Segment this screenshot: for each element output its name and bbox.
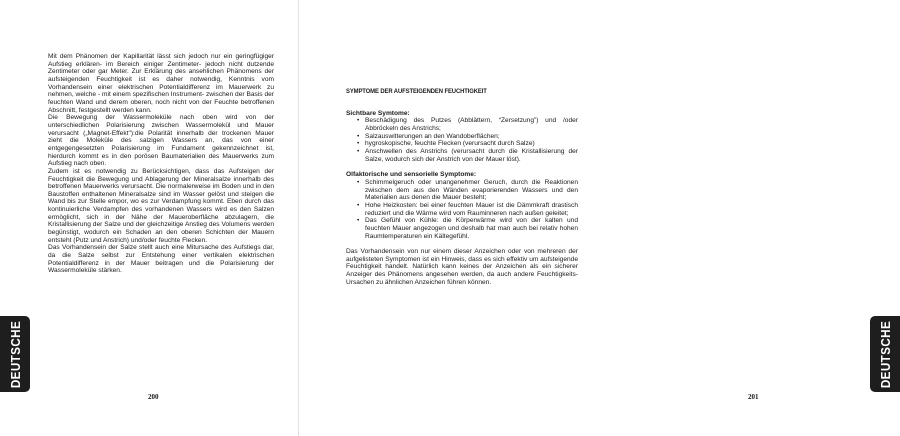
- list-item: • Schimmelgeruch oder unangenehmer Geruch, durch die Reaktionen zwischen dem aus den Wänden evaporierenden Wassers und den Materialien aus denen die Mauer besteht;: [365, 179, 578, 202]
- closing-paragraph: Das Vorhandensein von nur einem dieser Anzeichen oder von mehreren der aufgelisteten Symptomen ist ein Hinweis, dass es sich effektiv um aufsteigende Feuchtigkeit handelt. Natürlich kann keines der Anzeichen als ein sicherer Anzeiger des Phänomens angesehen werden, da auch andere Feuchtigkeits-Ursachen zu ähnlichen Anzeichen führen können.: [346, 248, 578, 286]
- body-paragraph: Mit dem Phänomen der Kapillarität lässt sich jedoch nur ein geringfügiger Aufstieg erklären- im Bereich einiger Zentimeter- jedoch nicht dutzende Zentimeter oder gar Meter. Zur Erklärung des ansehlichen Phänomens der aufsteigenden Feuchtigkeit ist es daher notwendig, Kenntnis vom Vorhandensein einer elektrischen Potentialdifferenz im Mauerwerk zu nehmen, welche - mit einem spezifischen Instrument- zwischen der Basis der feuchten Wand und derem oberen, noch nicht von der Feuchte betroffenen Abschnitt, festgestellt werden kann.: [48, 53, 274, 114]
- visible-symptoms-list: [346, 117, 578, 163]
- subheading-sensory-symptoms: Olfaktorische und sensorielle Symptome:: [346, 171, 477, 179]
- language-tab-label: DEUTSCHE: [7, 320, 23, 388]
- language-tab-left: [0, 316, 30, 392]
- page-number-left: 200: [148, 393, 159, 401]
- section-heading: SYMPTOME DER AUFSTEIGENDEN FEUCHTIGKEIT: [346, 88, 487, 95]
- page-gutter: [298, 0, 299, 436]
- language-tab-label: DEUTSCHE: [877, 320, 893, 388]
- list-item: • Beschädigung des Putzes (Abblättern, “Zersetzung”) und /oder Abbröckeln des Anstrichs;: [365, 117, 578, 132]
- left-text-column: [48, 53, 274, 275]
- list-item: • hygroskopische, feuchte Flecken (verursacht durch Salze): [365, 140, 578, 148]
- list-item: • Hohe Heizkosten: bei einer feuchten Mauer ist die Dämmkraft drastisch reduziert und die Wärme wird vom Rauminneren nach außen geleitet;: [365, 202, 578, 217]
- left-page: [0, 0, 300, 436]
- sensory-symptoms-list: [346, 179, 578, 240]
- body-paragraph: Das Vorhandensein der Salze stellt auch eine Mitursache des Aufstiegs dar, da die Salze selbst zur Entstehung einer vertikalen elektrischen Potentialdifferenz in der Mauer beitragen und die Polarisierung der Wassermoleküle stärken.: [48, 244, 274, 275]
- subheading-visible-symptoms: Sichtbare Symtome:: [346, 109, 410, 117]
- body-paragraph: Zudem ist es notwendig zu Berücksichtigen, dass das Aufsteigen der Feuchtigkeit die Bewegung und Ablagerung der Mineralsalze innerhalb des betroffenen Mauerwerks verursacht. Die normalerweise im Boden und in den Baustoffen enthaltenen Mineralsalze sind im Wasser gelöst und steigen die Wand bis zur Stelle empor, wo es zur Verdampfung kommt. Eben durch das kontinuierliche Verdampfen des vorhandenen Wassers wird es den Salzen ermöglicht, sich in der Nähe der Maueroberfläche abzulagern, die Kristallisierung der Salze und der gleichzeitige Anstieg des Volumens werden begünstigt, wodurch ein Schaden an den oberen Schichten der Mauern entsteht (Putz und Anstrich) und/oder feuchte Flecken.: [48, 167, 274, 244]
- right-text-column: [346, 88, 578, 286]
- list-item: • Das Gefühl von Kühle: die Körperwärme wird von der kalten und feuchten Mauer angezogen und deshalb hat man auch bei relativ hohen Raumtemperaturen ein Kältegefühl.: [365, 217, 578, 240]
- right-page: [300, 0, 893, 436]
- page-number-right: 201: [748, 393, 759, 401]
- body-paragraph: Die Bewegung der Wassermoleküle nach oben wird von der unterschiedlichen Polarisierung zwischen Wassermolekül und Mauer verursacht („Magnet-Effekt"):die Polarität innerhalb der trockenen Mauer zieht die Moleküle des salzigen Wassers an, das von einer entgegengesetzten Polarisierung im Fundament gekennzeichnet ist, hierdurch kommt es in den porösen Baumaterialien des Mauerwerks zum Aufstieg nach oben.: [48, 114, 274, 168]
- list-item: • Anschwellen des Anstrichs (verursacht durch die Kristallisierung der Salze, wodurch sich der Anstrich von der Mauer löst).: [365, 148, 578, 163]
- language-tab-right: [870, 316, 900, 392]
- list-item: • Salzauswitterungen an den Wandoberflächen;: [365, 133, 578, 141]
